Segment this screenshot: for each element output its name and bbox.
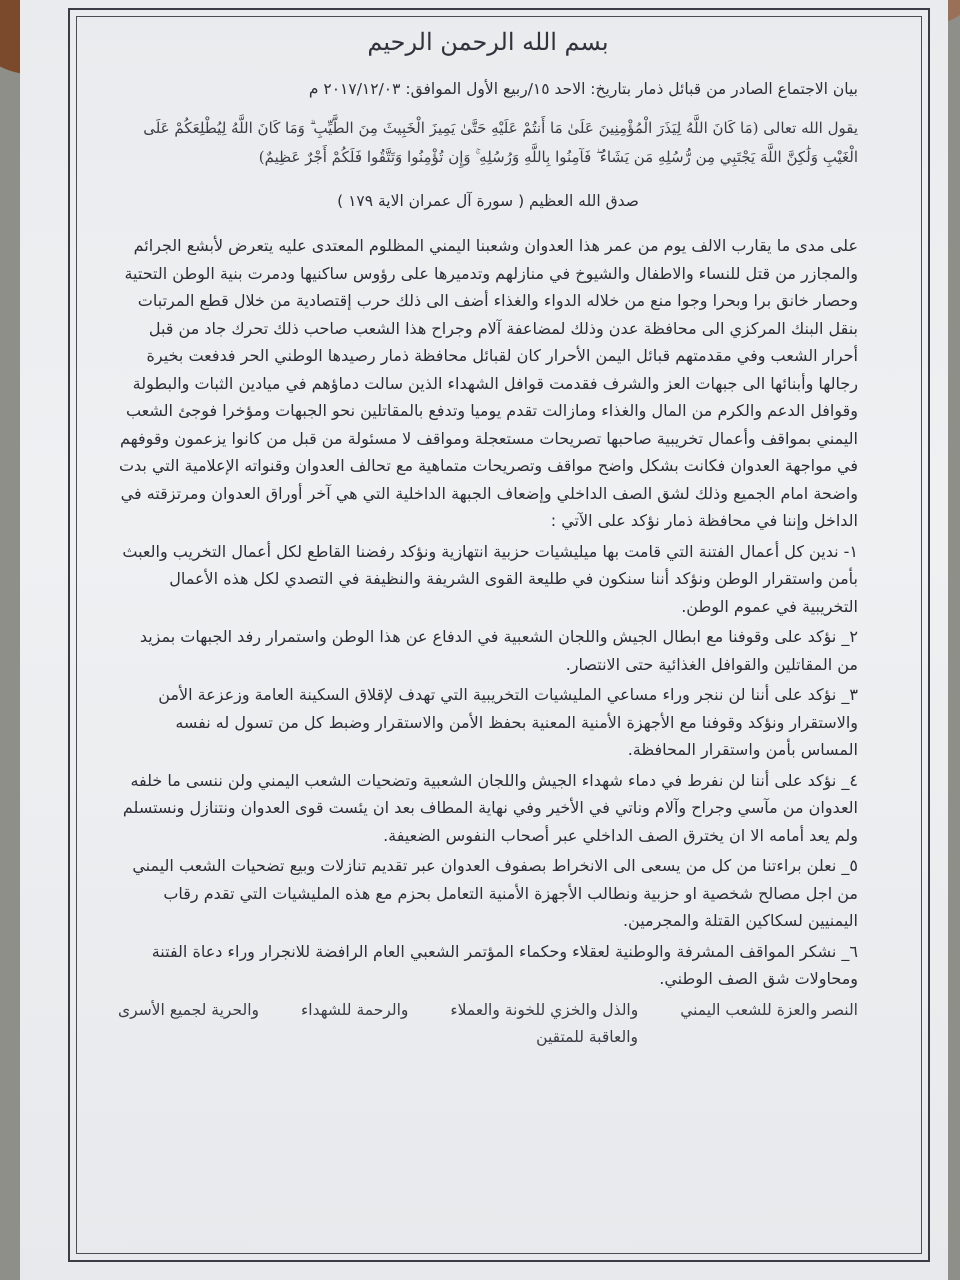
point-2: ٢_ نؤكد على وقوفنا مع ابطال الجيش واللجان الشعبية في الدفاع عن هذا الوطن واستمرار رفد الجبهات بمزيد من المقاتلين والقوافل الغذائية حتى الانتصار. [139,627,858,674]
point-5: ٥_ نعلن براءتنا من كل من يسعى الى الانخراط بصفوف العدوان عبر تقديم تنازلات وبيع تضحيات الشعب اليمني من اجل مصالح شخصية او حزبية ونطالب الأجهزة الأمنية التعامل بحزم مع هذه المليشيات التي تقدم رقاب اليمنيين لسكاكين القتلة والمجرمين. [132,856,858,930]
closing-line [118,996,858,1024]
point-4: ٤_ نؤكد على أننا لن نفرط في دماء شهداء الجيش واللجان الشعبية وتضحيات الشعب اليمني ولن ننسى ما خلفه العدوان من مآسي وجراح وآلام وناتي في الأخير وفي نهاية المطاف بعد ان يئست قوى العدوان ونتنازل ونستسلم ولم يعد أمامه الا ان يخترق الصف الداخلي عبر أصحاب النفوس الضعيفة. [122,770,858,845]
closing-phrase: والحرية لجميع الأسرى [118,1000,259,1019]
point-6: ٦_ نشكر المواقف المشرفة والوطنية لعقلاء وحكماء المؤتمر الشعبي العام الرافضة للانجرار وراء دعاة الفتنة ومحاولات شق الصف الوطني. [151,941,858,988]
statement-title: بيان الاجتماع الصادر من قبائل ذمار بتاريخ: الاحد ١٥/ربيع الأول الموافق: ٢٠١٧/١٢/٠٣ م [308,80,858,98]
point-3: ٣_ نؤكد على أننا لن ننجر وراء مساعي المليشيات التخريبية التي تهدف لإقلاق السكينة العامة وزعزعة الأمن والاستقرار ونؤكد وقوفنا مع الأجهزة الأمنية المعنية بحفظ الأمن والاستقرار وضبط كل من تسول له نفسه المساس بأمن واستقرار المحافظة. [158,685,858,759]
basmala-heading: بسم الله الرحمن الرحيم [367,28,609,56]
statement-document [118,12,858,1046]
intro-paragraph: على مدى ما يقارب الالف يوم من عمر هذا العدوان وشعبنا اليمني المظلوم المعتدى عليه يتعرض لأبشع الجرائم والمجازر من قتل للنساء والاطفال والشيوخ في منازلهم وتدميرها على رؤوس ساكنيها ودمرت بنية الوطن التحتية وحصار خانق برا وبحرا وجوا منع من خلاله الدواء والغذاء أضف الى ذلك حرب إقتصادية من خلال قطع المرتبات بنقل البنك المركزي الى محافظة عدن وذلك لمضاعفة آلام وجراح هذا الشعب صاحب ذلك تحرك جاد من قبل أحرار الشعب وفي مقدمتهم قبائل اليمن الأحرار كان لقبائل محافظة ذمار رصيدها الوطني الحر فدفعت بخيرة رجالها وأبنائها الى جبهات العز والشرف فقدمت قوافل الشهداء الذين سالت دماؤهم في ميادين الثبات والبطولة وقوافل الدعم والكرم من المال والغذاء ومازالت تقدم يوميا وتدفع بالمقاتلين نحو الجبهات ومؤخرا فوجئ الشعب اليمني بمواقف وأعمال تخريبية صاحبها تصريحات مستعجلة ومواقف لا مسئولة من قبل من كانوا يزعمون وقوفهم في مواجهة العدوان فكانت بشكل واضح مواقف وتصريحات متماهية مع تحالف العدوان وقنواته الإعلامية التي بدت واضحة امام الجميع وذلك لشق الصف الداخلي وإضعاف الجبهة الداخلية التي هي آخر أوراق العدوان ومرتزقته في الداخل وإننا في محافظة ذمار نؤكد على الآتي : [118,236,858,530]
closing-phrase: والذل والخزي للخونة والعملاء [450,1000,639,1019]
point-1: ١- ندين كل أعمال الفتنة التي قامت بها ميليشيات حزبية انتهازية ونؤكد رفضنا القاطع لكل أعمال التخريب والعبث بأمن واستقرار الوطن ونؤكد أننا سنكون في طليعة القوى الشريفة والنظيفة في التصدي لكل هذه الأعمال التخريبية في عموم الوطن. [122,541,858,616]
quran-verse: يقول الله تعالى (مَا كَانَ اللَّهُ لِيَذَرَ الْمُؤْمِنِينَ عَلَىٰ مَا أَنتُمْ عَلَيْهِ حَتَّىٰ يَمِيزَ الْخَبِيثَ مِنَ الطَّيِّبِ ۗ وَمَا كَانَ اللَّهُ لِيُطْلِعَكُمْ عَلَى الْغَيْبِ وَلَٰكِنَّ اللَّهَ يَجْتَبِي مِن رُّسُلِهِ مَن يَشَاءُ ۖ فَآمِنُوا بِاللَّهِ وَرُسُلِهِ ۚ وَإِن تُؤْمِنُوا وَتَتَّقُوا فَلَكُمْ أَجْرٌ عَظِيمٌ) [143,119,858,166]
closing-phrase: النصر والعزة للشعب اليمني [680,1000,858,1019]
statement-body [118,232,858,993]
verse-citation: صدق الله العظيم ( سورة آل عمران الاية ١٧٩ ) [337,192,639,210]
closing-final: والعاقبة للمتقين [536,1027,638,1046]
closing-phrase: والرحمة للشهداء [300,1000,409,1019]
